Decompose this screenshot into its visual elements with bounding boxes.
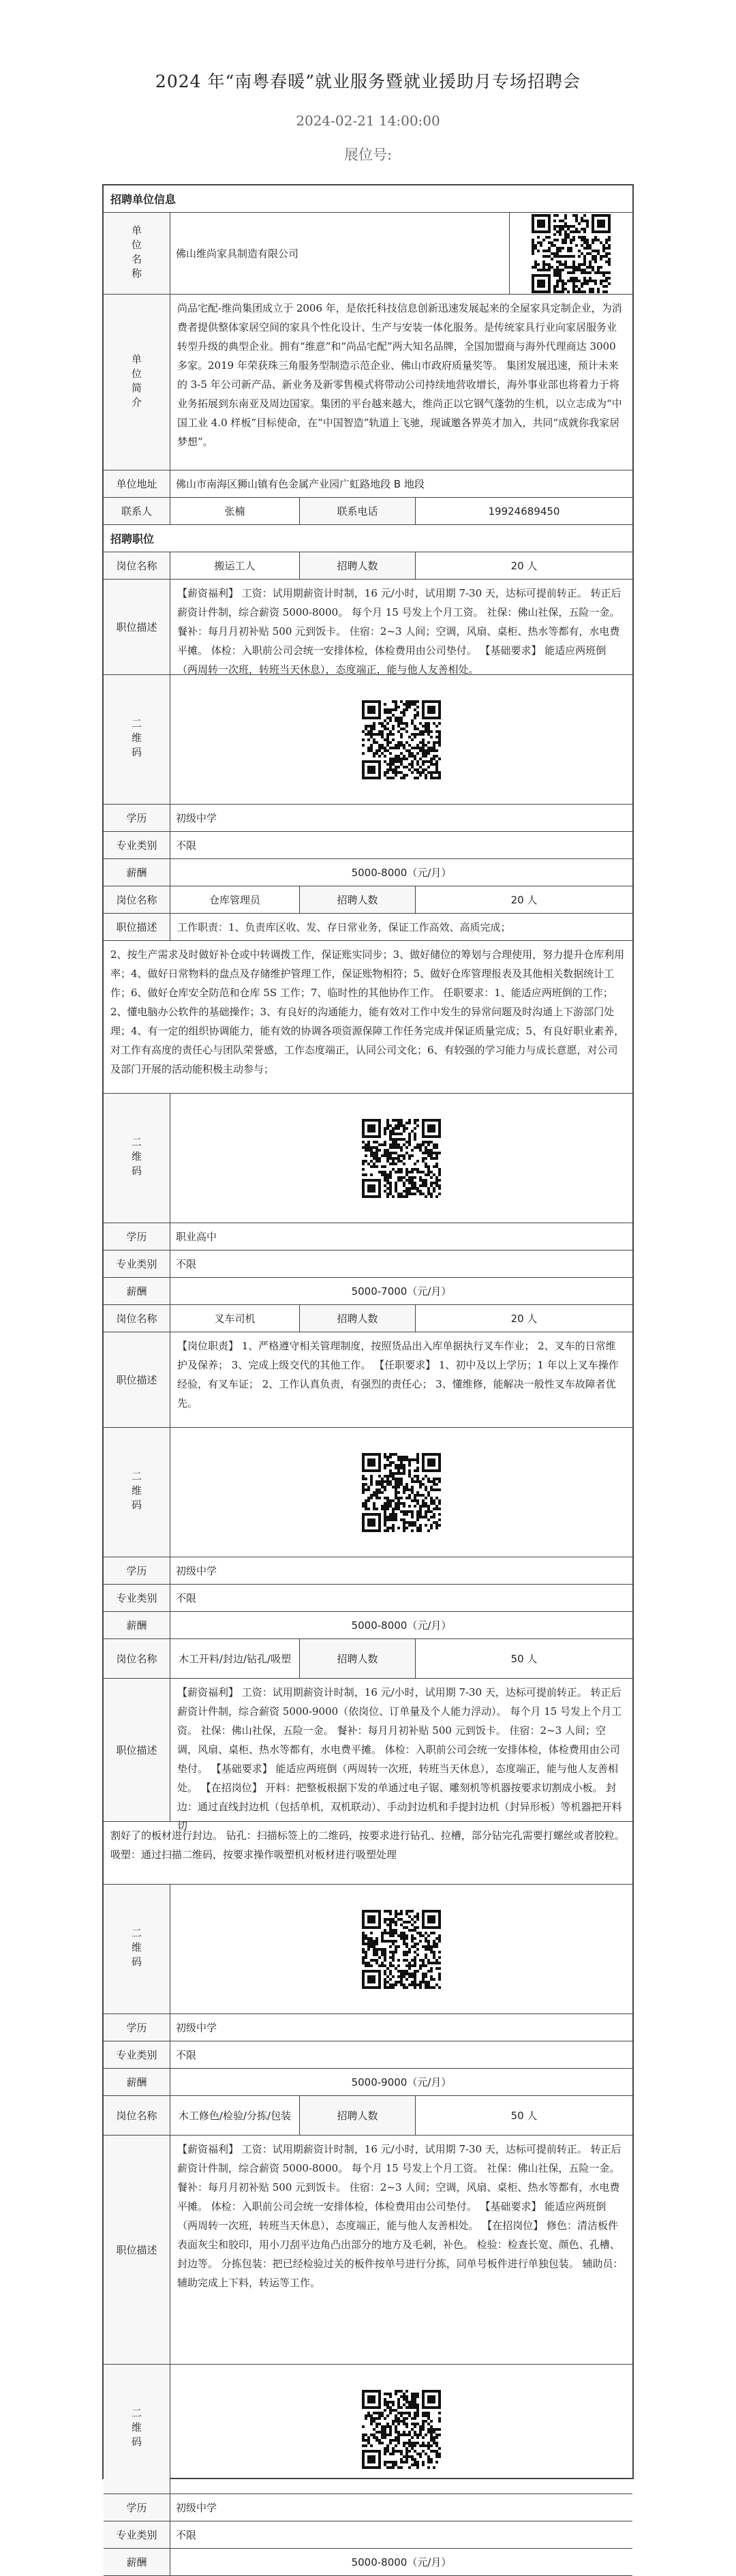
position-salary-row [104,1278,632,1305]
position-salary: 5000-8000（元/月） [351,2556,452,2568]
position-education: 初级中学 [176,2022,217,2034]
major-label: 专业类别 [104,2521,170,2548]
position-major: 不限 [176,2049,197,2061]
education-label: 学历 [104,2494,170,2521]
position-education: 初级中学 [176,1565,217,1577]
position-salary-row [104,2549,632,2576]
description-label: 职位描述 [104,914,170,940]
position-description: 【薪资福利】 工资：试用期薪资计时制，16 元/小时，试用期 7-30 天，达标可提前转正。 转正后薪资计件制，综合薪资 5000-8000。 每个月 15 号发上个月工资。 社保：佛山社保，五险一金。 餐补：每月月初补贴 500 元到饭卡。 住宿：2~3 人间；空调，风扇、桌柜、热水等都有，水电费平摊。 体检：入职前公司会统一安排体检，体检费用由公司垫付。 【基础要求】 能适应两班倒（两周转一次班，转班当天休息），态度端正，能与他人友善相处。 【在招岗位】 修色：清洁板件表面灰尘和胶印，用小刀刮平边角凸出部分的地方及毛刺，补色。 检验：检查长宽、颜色、孔槽、封边等。 分拣包装：把已经检验过关的板件按单号进行分拣，同单号板件进行单独包装。 辅助员：辅助完成上下料，转运等工作。 [177,2143,624,2289]
position-major-row [104,1585,632,1612]
position-description-row [104,1332,632,1428]
position-name-label: 岗位名称 [104,886,170,913]
qrcode-label: 二维码 [104,1428,170,1557]
company-contact-row [104,498,632,525]
headcount-label: 招聘人数 [300,1639,416,1678]
qrcode-label: 二维码 [104,2365,170,2493]
contact-phone: 19924689450 [488,505,560,518]
company-address-label: 单位地址 [104,470,170,497]
position-description: 【岗位职责】 1、严格遵守相关管理制度，按照货品出入库单据执行叉车作业； 2、叉车的日常维护及保养； 3、完成上级交代的其他工作。 【任职要求】 1、初中及以上学历；1 年以上叉车操作经验，有叉车证； 2、工作认真负责，有强烈的责任心； 3、懂维修，能解决一般性叉车故障者优先。 [177,1340,619,1409]
position-headcount: 20 人 [510,1313,538,1325]
position-description-continued-row [104,1822,632,1885]
position-qr-row [104,1885,632,2014]
description-label: 职位描述 [104,580,170,674]
qr-code-icon [362,1119,441,1198]
headcount-label: 招聘人数 [300,2096,416,2135]
description-label: 职位描述 [104,1679,170,1821]
position-name: 木工开料/封边/钻孔/吸塑 [170,1639,300,1678]
position-salary: 5000-7000（元/月） [351,1285,452,1298]
position-education: 初级中学 [176,2502,217,2514]
position-salary-row [104,2069,632,2096]
position-header-row [104,1639,632,1679]
major-label: 专业类别 [104,1250,170,1277]
position-headcount: 50 人 [510,2110,538,2122]
position-education-row [104,1223,632,1250]
position-header-row [104,552,632,580]
position-education: 初级中学 [176,812,217,824]
position-salary-row [104,1612,632,1639]
position-major: 不限 [176,2529,197,2541]
company-intro-row [104,295,632,470]
qr-code-icon [362,2390,441,2469]
salary-label: 薪酬 [104,2549,170,2575]
major-label: 专业类别 [104,2041,170,2068]
position-qr-row [104,675,632,805]
job-fair-sheet [102,184,634,2568]
company-section-title: 招聘单位信息 [104,185,632,213]
position-salary: 5000-9000（元/月） [351,2076,452,2088]
booth-number: 展位号: [343,147,393,163]
description-label: 职位描述 [104,2136,170,2364]
education-label: 学历 [104,805,170,831]
position-qr-row [104,2365,632,2494]
position-name: 木工修色/检验/分拣/包装 [170,2096,300,2135]
position-name: 搬运工人 [170,552,300,579]
salary-label: 薪酬 [104,859,170,886]
position-headcount: 20 人 [510,560,538,572]
position-description-continued: 2、按生产需求及时做好补仓或中转调拨工作，保证账实同步；3、做好储位的筹划与合理使用，努力提升仓库利用率；4、做好日常物料的盘点及存储维护管理工作，保证账物相符；5、做好仓库管理报表及其他相关数据统计工作；6、做好仓库安全防范和仓库 5S 工作；7、临时性的其他协作工作。 任职要求：1、能适应两班倒的工作；2、懂电脑办公软件的基础操作；3、有良好的沟通能力，能有效对工作中发生的异常问题及时沟通上下游部门处理；4、有一定的组织协调能力，能有效的协调各项资源保障工作任务完成并保证质量完成；5、有良好职业素养，对工作有高度的责任心与团队荣誉感，工作态度端正，认同公司文化；6、有较强的学习能力与成长意愿，对公司及部门开展的活动能积极主动参与； [110,948,625,1075]
position-description: 【薪资福利】 工资：试用期薪资计时制，16 元/小时，试用期 7-30 天，达标可提前转正。 转正后薪资计件制，综合薪资 5000-9000（依岗位、订单量及个人能力浮动）。 每个月 15 号发上个月工资。 社保：佛山社保，五险一金。 餐补：每月月初补贴 500 元到饭卡。 住宿：2~3 人间；空调，风扇、桌柜、热水等都有，水电费平摊。 体检：入职前公司会统一安排体检，体检费用由公司垫付。 【基础要求】 能适应两班倒（两周转一次班，转班当天休息），态度端正，能与他人友善相处。 【在招岗位】 开料：把整板根据下发的单通过电子锯、雕刻机等机器按要求切割成小板。 封边：通过直线封边机（包括单机，双机联动）、手动封边机和手提封边机（封异形板）等机器把开料切 [177,1686,622,1832]
headcount-label: 招聘人数 [300,1305,416,1332]
position-description-row [104,1679,632,1832]
qr-code-icon [362,1910,441,1989]
education-label: 学历 [104,1223,170,1250]
position-description-row [104,914,632,941]
positions-section-title: 招聘职位 [104,525,632,552]
position-headcount: 20 人 [510,894,538,906]
position-name-label: 岗位名称 [104,1639,170,1678]
position-education-row [104,2494,632,2521]
education-label: 学历 [104,1557,170,1584]
position-salary: 5000-8000（元/月） [351,867,452,879]
qrcode-label: 二维码 [104,1094,170,1223]
position-major-row [104,2521,632,2549]
position-description-row [104,2136,632,2365]
contact-person: 张楠 [170,498,300,524]
major-label: 专业类别 [104,1585,170,1611]
position-description-continued-row [104,941,632,1094]
description-label: 职位描述 [104,1332,170,1427]
contact-label: 联系人 [104,498,170,524]
position-major: 不限 [176,839,197,852]
qrcode-label: 二维码 [104,1885,170,2013]
position-headcount: 50 人 [510,1653,538,1665]
position-education-row [104,805,632,832]
position-qr-cell [170,1428,632,1557]
position-major-row [104,832,632,859]
position-salary-row [104,859,632,886]
page-title: 2024 年“南粤春暖”就业服务暨就业援助月专场招聘会 [155,72,581,91]
headcount-label: 招聘人数 [300,886,416,913]
position-major-row [104,2041,632,2069]
position-major-row [104,1250,632,1278]
position-name: 仓库管理员 [170,886,300,913]
position-qr-cell [170,2365,632,2493]
company-intro: 尚品宅配-维尚集团成立于 2006 年，是依托科技信息创新迅速发展起来的全屋家具定制企业，为消费者提供整体家居空间的家具个性化设计、生产与安装一体化服务。是传统家具行业向家居服务业转型升级的典型企业。拥有“维意”和“尚品宅配”两大知名品牌，全国加盟商与海外代理商达 3000 多家。2019 年荣获珠三角服务型制造示范企业、佛山市政府质量奖等。 集团发展迅速，预计未来的 3-5 年公司新产品、新业务及新零售模式将带动公司持续地营收增长，海外事业部也将着力于将业务拓展到东南亚及周边国家。集团的平台越来越大，维尚正以它钢气蓬勃的生机，以立志成为“中国工业 4.0 样板”目标使命，在“中国智造”轨道上飞驰，现诚邀各界英才加入，共同“成就你我家居梦想”。 [177,302,622,448]
position-major: 不限 [176,1592,197,1604]
positions-list [104,552,632,2576]
position-header-row [104,2096,632,2136]
company-address: 佛山市南海区狮山镇有色金属产业园广虹路地段 B 地段 [176,478,425,490]
company-name-label: 单位名称 [104,213,170,294]
company-name: 佛山维尚家具制造有限公司 [170,213,510,294]
qr-code-icon [532,214,611,293]
position-education-row [104,1557,632,1585]
company-intro-label: 单位简介 [104,295,170,470]
position-education: 职业高中 [176,1231,217,1243]
position-major: 不限 [176,1258,197,1270]
position-qr-row [104,1094,632,1223]
position-education-row [104,2014,632,2041]
position-name-label: 岗位名称 [104,552,170,579]
position-qr-cell [170,675,632,804]
position-description-row [104,580,632,675]
salary-label: 薪酬 [104,2069,170,2095]
qr-code-icon [362,1453,441,1532]
position-header-row [104,886,632,914]
position-qr-row [104,1428,632,1557]
page-header [0,0,736,165]
company-name-row [104,213,632,295]
phone-label: 联系电话 [300,498,416,524]
position-name-label: 岗位名称 [104,2096,170,2135]
position-description: 【薪资福利】 工资：试用期薪资计时制，16 元/小时，试用期 7-30 天，达标可提前转正。 转正后薪资计件制，综合薪资 5000-8000。 每个月 15 号发上个月工资。 社保：佛山社保，五险一金。 餐补：每月月初补贴 500 元到饭卡。 住宿：2~3 人间；空调，风扇、桌柜、热水等都有，水电费平摊。 体检：入职前公司会统一安排体检，体检费用由公司垫付。 【基础要求】 能适应两班倒（两周转一次班，转班当天休息），态度端正，能与他人友善相处。 [177,587,622,676]
event-datetime: 2024-02-21 14:00:00 [296,113,440,129]
qr-code-icon [362,700,441,779]
headcount-label: 招聘人数 [300,552,416,579]
position-qr-cell [170,1094,632,1223]
education-label: 学历 [104,2014,170,2041]
qrcode-label: 二维码 [104,675,170,804]
position-salary: 5000-8000（元/月） [351,1619,452,1632]
position-description: 工作职责：1、负责库区收、发、存日常业务，保证工作高效、高质完成； [177,920,511,933]
position-qr-cell [170,1885,632,2013]
position-name-label: 岗位名称 [104,1305,170,1332]
position-description-continued: 割好了的板材进行封边。 钻孔：扫描标签上的二维码，按要求进行钻孔、拉槽，部分钻完孔需要打螺丝或者胶粒。 吸塑：通过扫描二维码，按要求操作吸塑机对板材进行吸塑处理 [110,1829,625,1861]
major-label: 专业类别 [104,832,170,858]
company-address-row [104,470,632,498]
salary-label: 薪酬 [104,1612,170,1638]
position-header-row [104,1305,632,1332]
salary-label: 薪酬 [104,1278,170,1304]
position-name: 叉车司机 [170,1305,300,1332]
company-qr-cell [510,213,632,294]
